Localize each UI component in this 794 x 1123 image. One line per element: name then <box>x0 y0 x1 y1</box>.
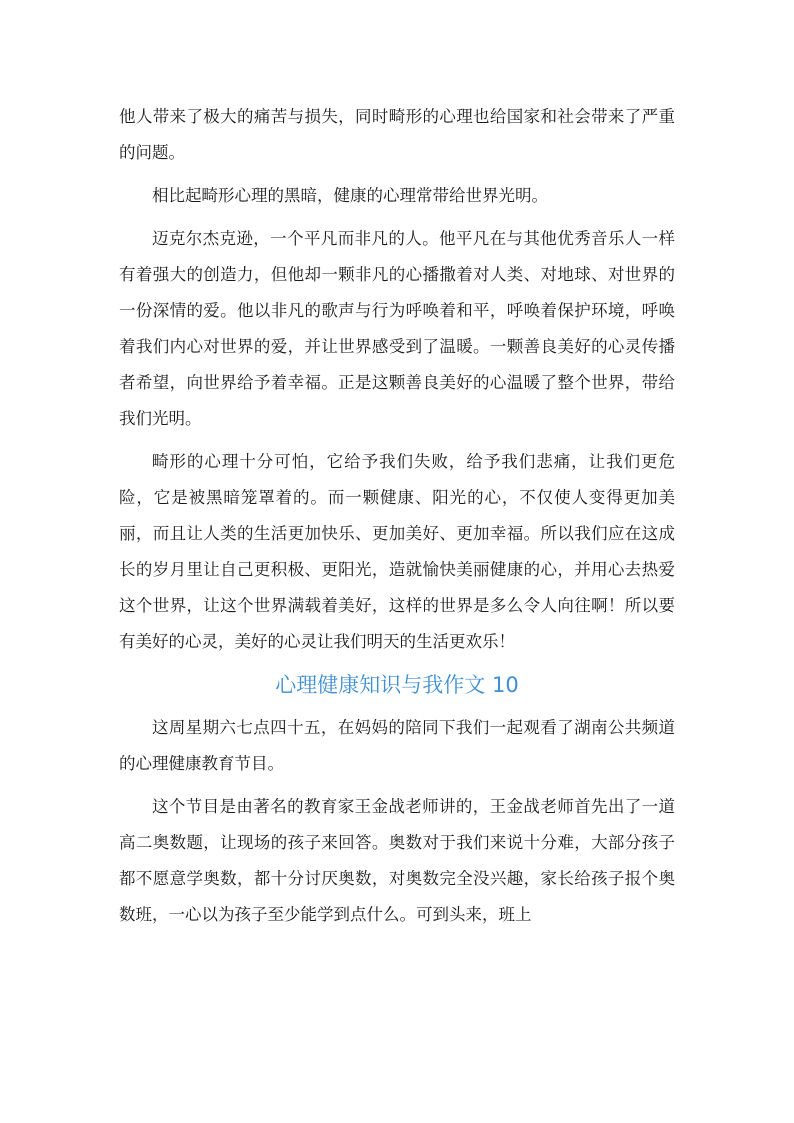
paragraph: 迈克尔杰克逊，一个平凡而非凡的人。他平凡在与其他优秀音乐人一样有着强大的创造力，但他却一颗非凡的心播撒着对人类、对地球、对世界的一份深情的爱。他以非凡的歌声与行为呼唤着和平，呼唤着保护环境，呼唤着我们内心对世界的爱，并让世界感受到了温暖。一颗善良美好的心灵传播者希望，向世界给予着幸福。正是这颗善良美好的心温暖了整个世界，带给我们光明。 <box>119 229 675 428</box>
paragraph: 这周星期六七点四十五，在妈妈的陪同下我们一起观看了湖南公共频道的心理健康教育节目。 <box>119 718 675 773</box>
document-page <box>119 99 675 940</box>
paragraph: 相比起畸形心理的黑暗，健康的心理常带给世界光明。 <box>152 186 548 205</box>
section-heading: 心理健康知识与我作文 10 <box>275 673 519 697</box>
paragraph-continued: 他人带来了极大的痛苦与损失，同时畸形的心理也给国家和社会带来了严重的问题。 <box>119 107 675 162</box>
paragraph: 这个节目是由著名的教育家王金战老师讲的，王金战老师首先出了一道高二奥数题，让现场的孩子来回答。奥数对于我们来说十分难，大部分孩子都不愿意学奥数，都十分讨厌奥数，对奥数完全没兴趣，家长给孩子报个奥数班，一心以为孩子至少能学到点什么。可到头来，班上 <box>119 797 675 924</box>
paragraph: 畸形的心理十分可怕，它给予我们失败，给予我们悲痛，让我们更危险，它是被黑暗笼罩着的。而一颗健康、阳光的心，不仅使人变得更加美丽，而且让人类的生活更加快乐、更加美好、更加幸福。所以我们应在这成长的岁月里让自己更积极、更阳光，造就愉快美丽健康的心，并用心去热爱这个世界，让这个世界满载着美好，这样的世界是多么令人向往啊！所以要有美好的心灵，美好的心灵让我们明天的生活更欢乐！ <box>119 452 675 651</box>
